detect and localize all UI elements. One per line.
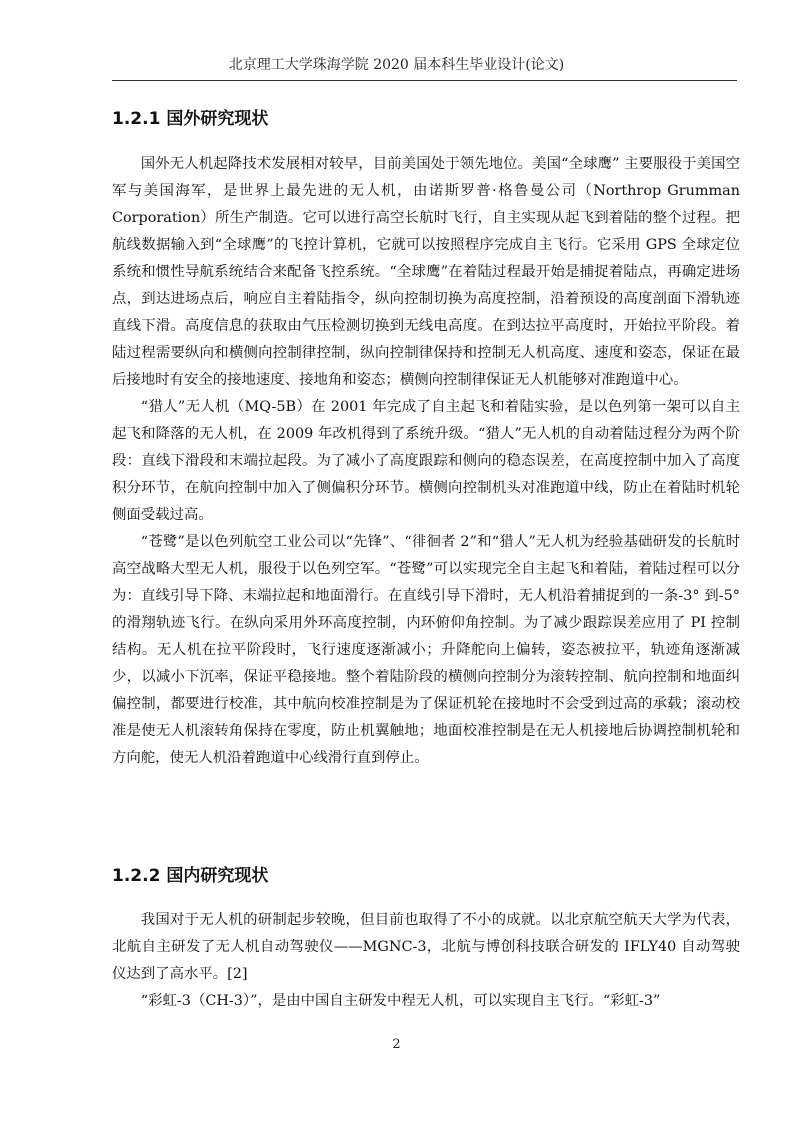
section-heading-domestic-research: 1.2.2 国内研究现状: [112, 866, 269, 886]
section-heading-foreign-research: 1.2.1 国外研究现状: [112, 109, 269, 129]
paragraph-hunter: “猎人”无人机（MQ-5B）在 2001 年完成了自主起飞和着陆实验，是以色列第一架可以自主起飞和降落的无人机，在 2009 年改机得到了系统升级。“猎人”无人机的自动着陆过程分为两个阶段：直线下滑段和末端拉起段。为了减小了高度跟踪和侧向的稳态误差，在高度控制中加入了高度积分环节，在航向控制中加入了侧偏积分环节。横侧向控制机头对准跑道中线，防止在着陆时机轮侧面受载过高。: [112, 399, 740, 523]
section-body-foreign-research: [112, 151, 740, 772]
running-header: 北京理工大学珠海学院 2020 届本科生毕业设计(论文): [228, 57, 565, 73]
paragraph-heron: “苍鹭”是以色列航空工业公司以“先锋”、“徘徊者 2”和“猎人”无人机为经验基础研发的长航时高空战略大型无人机，服役于以色列空军。“苍鹭”可以实现完全自主起飞和着陆，着陆过程可以分为：直线引导下降、末端拉起和地面滑行。在直线引导下滑时，无人机沿着捕捉到的一条-3° 到-5° 的滑翔轨迹飞行。在纵向采用外环高度控制，内环俯仰角控制。为了减少跟踪误差应用了 PI 控制结构。无人机在拉平阶段时，飞行速度逐渐减小；升降舵向上偏转，姿态被拉平，轨迹角逐渐减少，以减小下沉率，保证平稳接地。整个着陆阶段的横侧向控制分为滚转控制、航向控制和地面纠偏控制，都要进行校准，其中航向校准控制是为了保证机轮在接地时不会受到过高的承载；滚动校准是使无人机滚转角保持在零度，防止机翼触地；地面校准控制是在无人机接地后协调控制机轮和方向舵，使无人机沿着跑道中心线滑行直到停止。: [112, 534, 740, 766]
section-body-domestic-research: [112, 907, 740, 1015]
paragraph-global-hawk: 国外无人机起降技术发展相对较早，目前美国处于领先地位。美国“全球鹰” 主要服役于美国空军与美国海军，是世界上最先进的无人机，由诺斯罗普·格鲁曼公司（Northrop Grumman Corporation）所生产制造。它可以进行高空长航时飞行，自主实现从起飞到着陆的整个过程。把航线数据输入到“全球鹰”的飞控计算机，它就可以按照程序完成自主飞行。它采用 GPS 全球定位系统和惯性导航系统结合来配备飞控系统。“全球鹰”在着陆过程最开始是捕捉着陆点，再确定进场点，到达进场点后，响应自主着陆指令，纵向控制切换为高度控制，沿着预设的高度剖面下滑轨迹直线下滑。高度信息的获取由气压检测切换到无线电高度。在到达拉平高度时，开始拉平阶段。着陆过程需要纵向和横侧向控制律控制，纵向控制律保持和控制无人机高度、速度和姿态，保证在最后接地时有安全的接地速度、接地角和姿态；横侧向控制律保证无人机能够对准跑道中心。: [112, 156, 740, 388]
header-rule: [112, 80, 737, 81]
page-number: 2: [392, 1037, 401, 1052]
paragraph-ch3: “彩虹-3（CH-3）”，是由中国自主研发中程无人机，可以实现自主飞行。“彩虹-3”: [140, 993, 661, 1009]
paragraph-domestic-intro: 我国对于无人机的研制起步较晚，但目前也取得了不小的成就。以北京航空航天大学为代表，北航自主研发了无人机自动驾驶仪——MGNC-3，北航与博创科技联合研发的 IFLY40 自动驾驶仪达到了高水平。[2]: [112, 912, 740, 982]
